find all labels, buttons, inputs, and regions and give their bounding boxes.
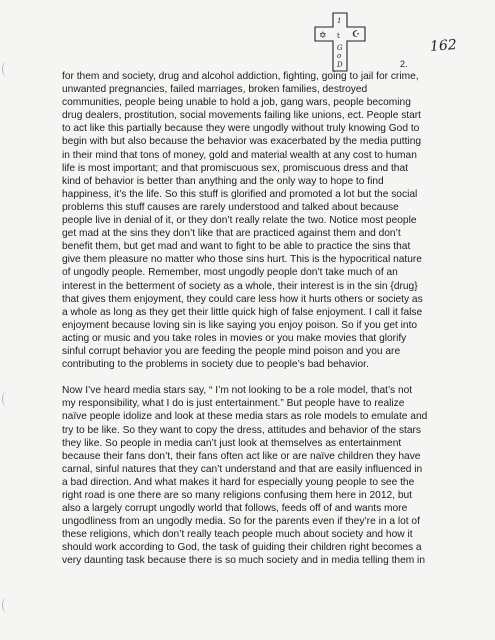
text-line: naïve people idolize and look at these media stars as role models to emulate and — [62, 411, 428, 423]
paragraph — [62, 384, 428, 567]
emblem-letter-d: D — [337, 61, 343, 69]
emblem-letter-1: 1 — [337, 17, 342, 25]
emblem-letter-t: t — [337, 32, 340, 40]
text-line: that gives them enjoyment, they could care less how it hurts others or society as — [62, 293, 423, 305]
text-line: for them and society, drug and alcohol addiction, fighting, going to jail for crime, — [62, 71, 419, 82]
text-line: they like. So people in media can’t just look at themselves as entertainment — [62, 437, 402, 449]
text-line: acting or music and you take roles in movies or you make movies that glorify — [62, 332, 407, 344]
text-line: in their mind that tons of money, gold and material wealth at any cost to human — [62, 149, 417, 161]
text-line: life is most important; and that promiscuous sex, promiscuous dress and that — [62, 162, 408, 174]
text-line: communities, people being unable to hold a job, gang wars, people becoming — [62, 97, 411, 109]
text-line: drug dealers, prostitution, social movements failing like unions, ect. People start — [62, 110, 422, 122]
text-line: kind of behavior is better than anything and the only way to hope to find — [62, 175, 384, 187]
text-line: problems this stuff causes are rarely understood and talked about because — [62, 201, 399, 213]
text-line: also a largely corrupt ungodly world that follows, feeds off of and wants more — [62, 503, 408, 515]
text-line: right road is one there are so many religions confusing them here in 2012, but — [62, 490, 412, 501]
text-line: these religions, which don’t really teach people much about society and how it — [62, 529, 413, 541]
text-line: my responsibility, what I do is just entertainment.” But people have to realize — [62, 398, 405, 410]
text-line: get mad at the sins they don’t like that are practiced against them and don’t — [62, 228, 401, 240]
text-line: to act like this partially because they were ungodly without truly knowing God to — [62, 123, 420, 135]
cross-emblem — [313, 12, 367, 72]
text-line: very daunting task because there is so much society and in media telling them in — [62, 555, 425, 567]
text-line: happiness, it’s the life. So this stuff is glorified and promoted a lot but the social — [62, 188, 418, 200]
text-line: contributing to the problems in society due to people’s bad behavior. — [62, 359, 369, 371]
handwritten-page-number: 162 — [429, 37, 458, 55]
text-line: ungodliness from an ungodly media. So for the parents even if they’re in a lot of — [62, 516, 420, 528]
text-line: of ungodly people. Remember, most ungodly people don’t take much of an — [62, 267, 398, 279]
text-line: give them pleasure no matter who those sins hurt. This is the hypocritical nature — [62, 254, 422, 266]
text-line: a whole as long as they get their little quick high of false enjoyment. I call it false — [62, 306, 423, 318]
paragraph — [62, 70, 422, 371]
margin-hole-mark — [2, 598, 10, 612]
margin-hole-mark — [2, 392, 10, 406]
emblem-letter-o: o — [337, 52, 342, 60]
margin-hole-mark — [2, 62, 10, 76]
text-line: benefit them, but get mad and want to fight to be able to practice the sins that — [62, 241, 411, 253]
document-body — [62, 70, 428, 568]
emblem-letter-g: G — [337, 44, 343, 52]
sheet-number: 2. — [400, 59, 408, 69]
text-line: sinful corrupt behavior you are feeding the people mind poison and you are — [62, 345, 401, 357]
text-line: people live in denial of it, or they don’t really relate the two. Notice most people — [62, 215, 417, 227]
text-line: because their fans don’t, their fans often act like or are naïve children they have — [62, 450, 421, 462]
text-line: should work according to God, the task of guiding their children right becomes a — [62, 542, 422, 554]
text-line: a bad direction. And what makes it hard for especially young people to see the — [62, 476, 415, 488]
text-line: try to be like. So they want to copy the dress, attitudes and behavior of the stars — [62, 424, 422, 436]
text-line: enjoyment because loving sin is like saying you enjoy poison. So if you get into — [62, 319, 418, 331]
text-line: unwanted pregnancies, failed marriages, broken families, destroyed — [62, 84, 368, 96]
text-line: interest in the betterment of society as a whole, their interest is in the sin {drug} — [62, 280, 418, 292]
text-line: Now I’ve heard media stars say, “ I’m not looking to be a role model, that’s not — [62, 385, 413, 397]
star-of-david-icon: ✡ — [319, 30, 327, 40]
text-line: begin with but also because the behavior was exacerbated by the media putting — [62, 136, 422, 148]
crescent-icon: ☪ — [352, 29, 361, 39]
text-line: carnal, sinful natures that they can’t understand and that are easily influenced in — [62, 463, 423, 475]
